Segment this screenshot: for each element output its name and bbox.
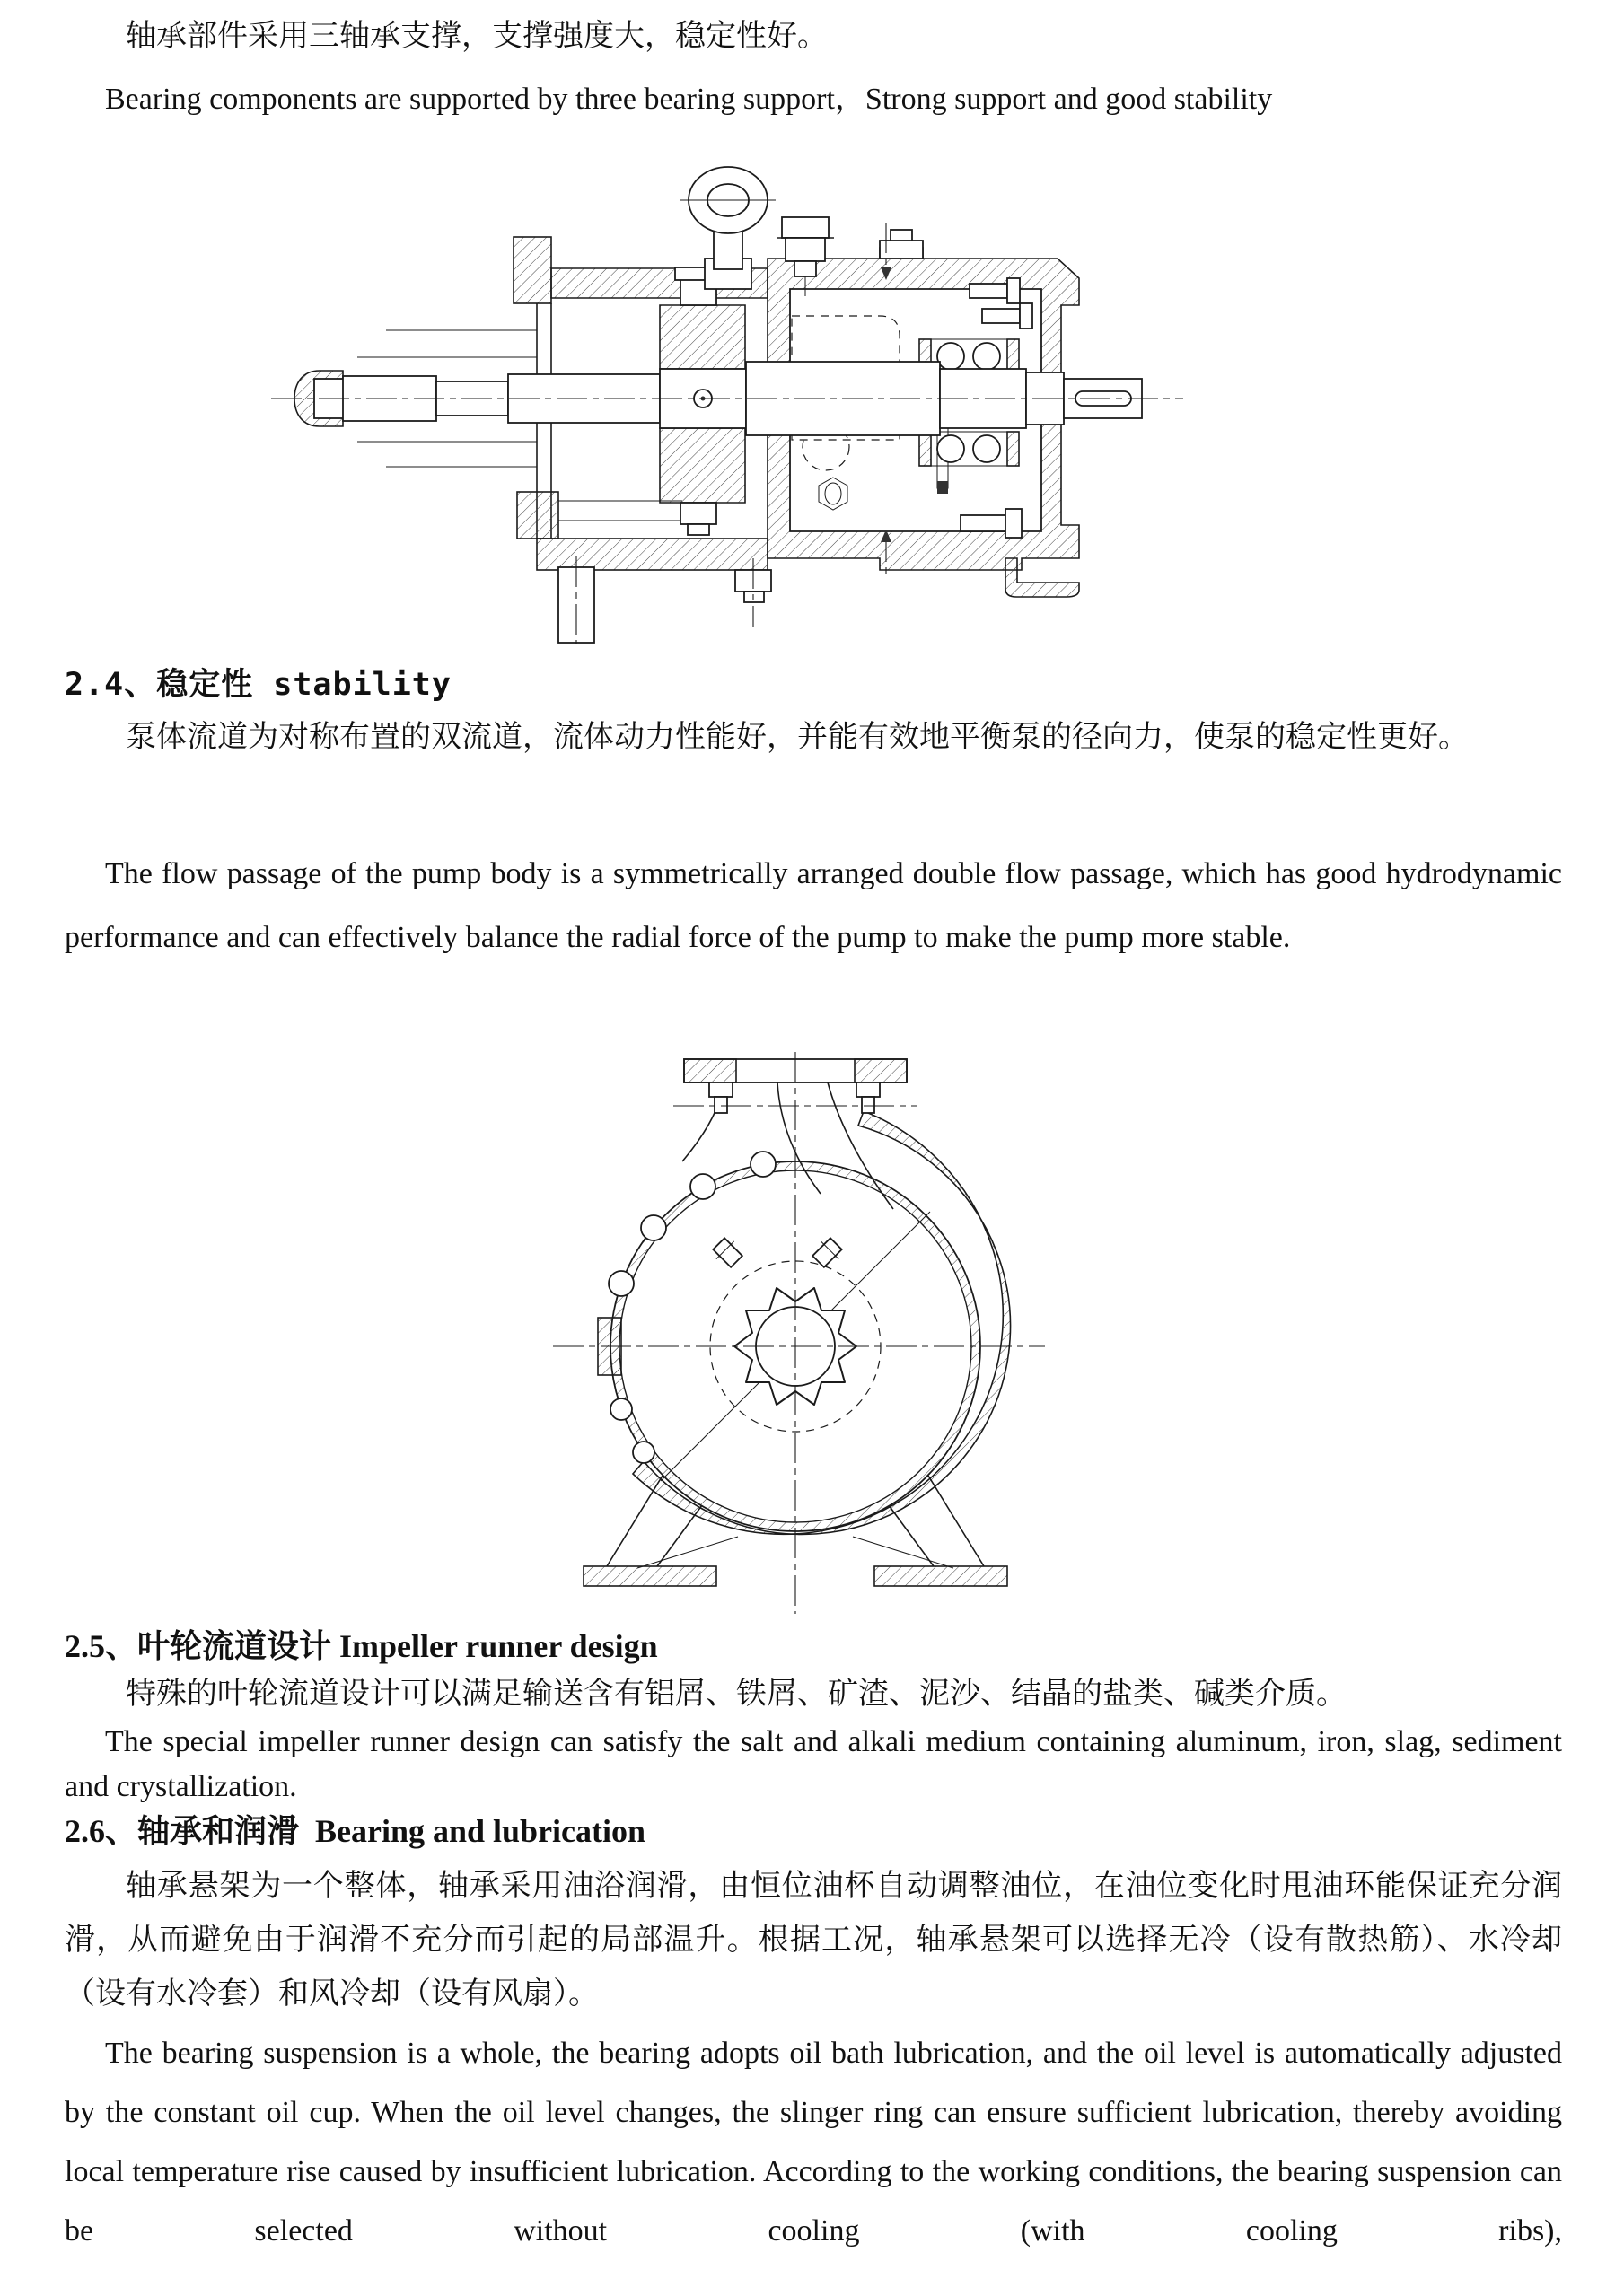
- section-2-4-cn-paragraph: 泵体流道为对称布置的双流道，流体动力性能好，并能有效地平衡泵的径向力，使泵的稳定性更好。: [126, 721, 1469, 754]
- pump-volute-figure: [548, 1052, 1050, 1617]
- section-2-6-cn-paragraph: 轴承悬架为一个整体，轴承采用油浴润滑，由恒位油杯自动调整油位，在油位变化时甩油环能保证充分润滑，从而避免由于润滑不充分而引起的局部温升。根据工况，轴承悬架可以选择无冷（设有散热筋）、水冷却（设有水冷套）和风冷却（设有风扇）。: [65, 1870, 1562, 2011]
- support-pipe: [558, 556, 594, 644]
- section-2-5-heading: 2.5、叶轮流道设计 Impeller runner design: [65, 1628, 658, 1664]
- bearing-assembly-figure: [251, 144, 1203, 646]
- section-2-6-heading: 2.6、轴承和润滑 Bearing and lubrication: [65, 1813, 646, 1849]
- bearing-assembly-drawing: [251, 144, 1203, 646]
- intro-en-paragraph: Bearing components are supported by three bearing support，Strong support and good stability: [105, 83, 1273, 116]
- section-2-4-heading: 2.4、稳定性 stability: [65, 667, 452, 703]
- section-2-4-en-paragraph: The flow passage of the pump body is a symmetrically arranged double flow passage, which has good hydrodynamic performance and can effectively balance the radial force of the pump to make the pump more stable.: [65, 857, 1562, 954]
- pump-volute-drawing: [548, 1052, 1050, 1617]
- section-2-6-en-paragraph: The bearing suspension is a whole, the bearing adopts oil bath lubrication, and the oil level is automatically adjusted by the constant oil cup. When the oil level changes, the slinger ring can ensure sufficient lubrication, thereby avoiding local temperature rise caused by insufficient lubrication. According to the working conditions, the bearing suspension can be selected without cooling (with cooling ribs),: [65, 2037, 1562, 2248]
- intro-cn-paragraph: 轴承部件采用三轴承支撑，支撑强度大，稳定性好。: [126, 20, 828, 53]
- section-2-5-en-paragraph: The special impeller runner design can satisfy the salt and alkali medium containing aluminum, iron, slag, sediment and crystallization.: [65, 1725, 1562, 1803]
- section-2-5-cn-paragraph: 特殊的叶轮流道设计可以满足输送含有铝屑、铁屑、矿渣、泥沙、结晶的盐类、碱类介质。: [126, 1678, 1347, 1711]
- right-bracket-foot: [1005, 558, 1079, 597]
